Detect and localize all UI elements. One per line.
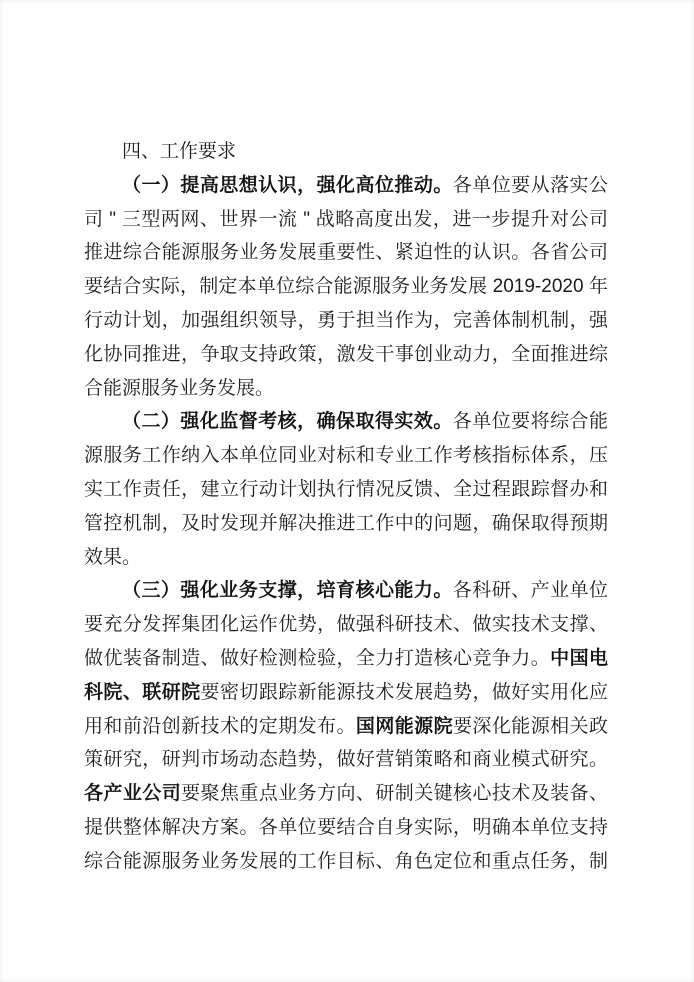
text-line [84, 710, 608, 744]
text-segment: 四、工作要求 [122, 141, 237, 162]
text-line [84, 439, 608, 473]
text-segment: 要密切跟踪新能源技术发展趋势，做好实用化应 [200, 681, 608, 703]
text-line [84, 811, 608, 845]
document-body [84, 135, 608, 879]
text-line [84, 541, 608, 575]
text-segment: 策研究，研判市场动态趋势，做好营销策略和商业模式研究。 [84, 749, 608, 771]
bold-text-segment: （一）提高思想认识，强化高位推动。 [122, 174, 453, 196]
text-segment: 化协同推进，争取支持政策，激发干事创业动力，全面推进综 [84, 343, 608, 365]
text-segment: 源服务工作纳入本单位同业对标和专业工作考核指标体系，压 [84, 445, 608, 467]
text-line [84, 372, 608, 406]
text-segment: 司 " 三型两网、世界一流 " 战略高度出发，进一步提升对公司 [84, 208, 608, 230]
text-line [84, 304, 608, 338]
text-segment: 用和前沿创新技术的定期发布。 [84, 715, 356, 737]
text-line [84, 405, 608, 439]
text-segment: 行动计划，加强组织领导，勇于担当作为，完善体制机制，强 [84, 309, 608, 331]
text-segment: 各科研、产业单位 [452, 580, 608, 602]
text-line [84, 642, 608, 676]
text-segment: 要充分发挥集团化运作优势，做强科研技术、做实技术支撑、 [84, 614, 608, 636]
text-segment: 效果。 [84, 546, 142, 568]
text-segment: 各单位要从落实公 [452, 174, 608, 196]
bold-text-segment: （三）强化业务支撑，培育核心能力。 [122, 580, 453, 602]
text-segment: 做优装备制造、做好检测检验，全力打造核心竞争力。 [84, 647, 551, 669]
text-line [84, 270, 608, 304]
text-segment: 要结合实际，制定本单位综合能源服务业务发展 2019-2020 年 [84, 276, 608, 298]
text-line [84, 135, 608, 169]
text-segment: 实工作责任，建立行动计划执行情况反馈、全过程跟踪督办和 [84, 478, 608, 500]
text-line [84, 845, 608, 879]
text-line [84, 507, 608, 541]
bold-text-segment: 中国电 [550, 647, 608, 669]
text-line [84, 574, 608, 608]
text-line [84, 169, 608, 203]
text-segment: 综合能源服务业务发展的工作目标、角色定位和重点任务，制 [84, 850, 608, 872]
bold-text-segment: 国网能源院 [355, 715, 454, 737]
text-line [84, 236, 608, 270]
text-segment: 要聚焦重点业务方向、研制关键核心技术及装备、 [181, 783, 608, 805]
text-segment: 推进综合能源服务业务发展重要性、紧迫性的认识。各省公司 [84, 242, 608, 264]
text-line [84, 743, 608, 777]
text-segment: 各单位要将综合能 [452, 411, 608, 433]
text-segment: 要深化能源相关政 [453, 715, 608, 737]
text-line [84, 338, 608, 372]
text-segment: 管控机制，及时发现并解决推进工作中的问题，确保取得预期 [84, 512, 608, 534]
bold-text-segment: 各产业公司 [84, 783, 182, 805]
text-line [84, 473, 608, 507]
text-line [84, 203, 608, 237]
text-line [84, 608, 608, 642]
bold-text-segment: 科院、联研院 [84, 681, 201, 703]
text-line [84, 777, 608, 811]
bold-text-segment: （二）强化监督考核，确保取得实效。 [122, 411, 453, 433]
text-segment: 合能源服务业务发展。 [84, 377, 275, 399]
text-segment: 提供整体解决方案。各单位要结合自身实际，明确本单位支持 [84, 816, 608, 838]
text-line [84, 676, 608, 710]
